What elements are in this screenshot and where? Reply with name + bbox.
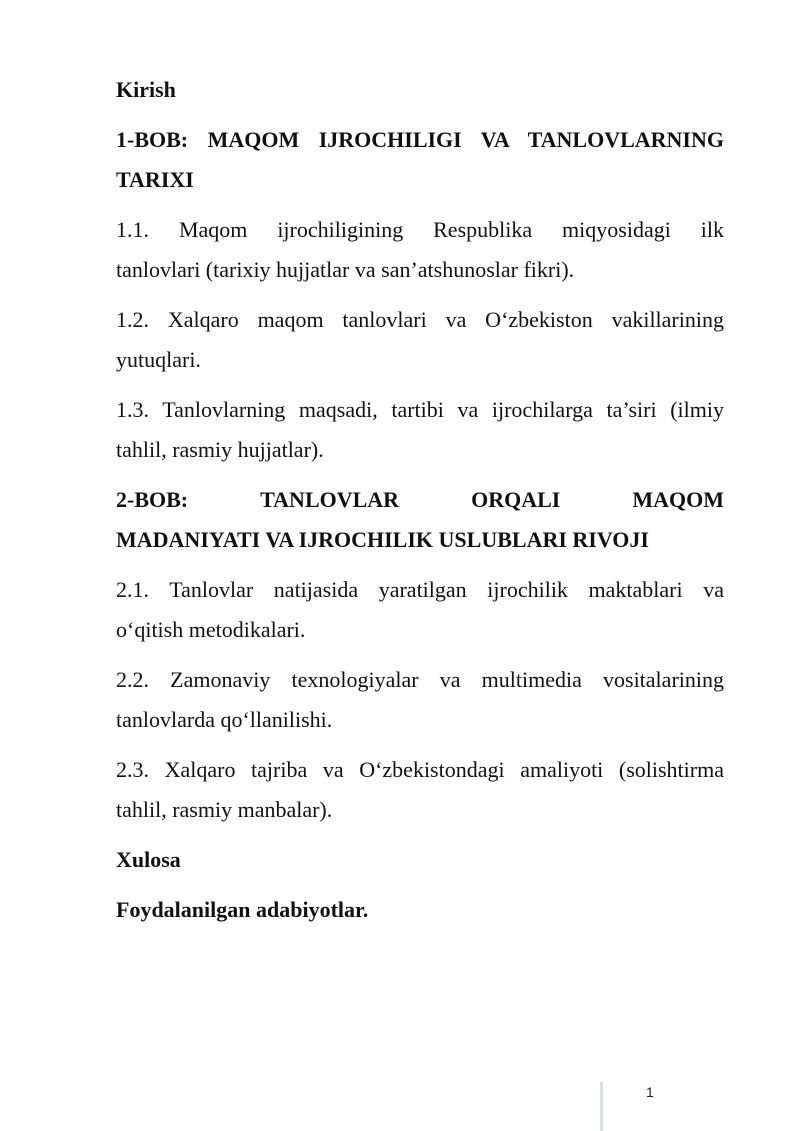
toc-item-line: o‘qitish metodikalari. [116,617,306,642]
chapter-2-title-line2: MADANIYATI VA IJROCHILIK USLUBLARI RIVOJI [116,527,649,552]
toc-item-line: 1.1. Maqom ijrochiligining Respublika miqyosidagi ilk [116,217,724,242]
chapter-2-title-word: 2-BOB: [116,487,189,512]
toc-item-2-2 [116,660,724,740]
toc-references: Foydalanilgan adabiyotlar. [116,897,369,922]
toc-intro: Kirish [116,77,176,102]
toc-conclusion: Xulosa [116,847,181,872]
footer-divider [600,1082,603,1131]
page-number: 1 [646,1084,654,1100]
toc-item-2-3 [116,750,724,830]
chapter-2-title-word: TANLOVLAR [260,487,400,512]
toc-item-line: 1.2. Xalqaro maqom tanlovlari va O‘zbekiston vakillarining [116,307,724,332]
chapter-2-title-word: ORQALI [471,487,561,512]
chapter-1-title-line1: 1-BOB: MAQOM IJROCHILIGI VA TANLOVLARNING [116,127,724,152]
toc-item-line: 1.3. Tanlovlarning maqsadi, tartibi va ijrochilarga ta’siri (ilmiy [116,397,724,422]
toc-item-line: 2.1. Tanlovlar natijasida yaratilgan ijrochilik maktablari va [116,577,724,602]
chapter-2-heading [116,480,724,560]
toc-item-line: 2.3. Xalqaro tajriba va O‘zbekistondagi amaliyoti (solishtirma [116,757,724,782]
toc-item-line: 2.2. Zamonaviy texnologiyalar va multimedia vositalarining [116,667,724,692]
chapter-2-title-line1 [116,480,724,520]
toc-item-line: tanlovlarda qo‘llanilishi. [116,707,333,732]
chapter-1-title-line2: TARIXI [116,167,194,192]
chapter-1-heading [116,120,724,200]
toc-item-2-1 [116,570,724,650]
toc-item-1-1 [116,210,724,290]
toc-item-1-2 [116,300,724,380]
table-of-contents [116,70,724,940]
toc-item-line: yutuqlari. [116,347,201,372]
toc-item-line: tahlil, rasmiy hujjatlar). [116,437,324,462]
toc-item-line: tanlovlari (tarixiy hujjatlar va san’atshunoslar fikri). [116,257,575,282]
chapter-2-title-word: MAQOM [632,487,724,512]
toc-item-line: tahlil, rasmiy manbalar). [116,797,333,822]
toc-item-1-3 [116,390,724,470]
